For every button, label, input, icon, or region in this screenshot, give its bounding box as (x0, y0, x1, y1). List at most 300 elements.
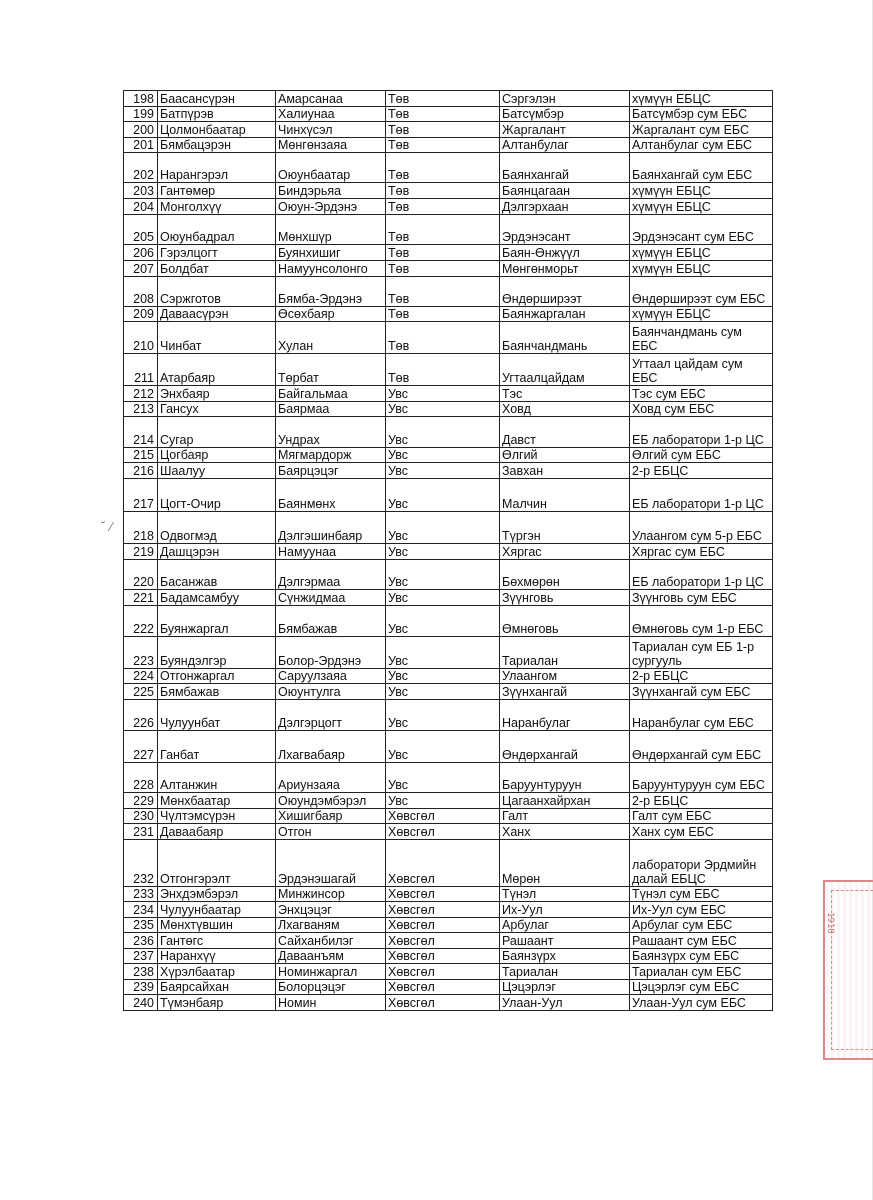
aimag-cell: Хөвсгөл (386, 949, 500, 964)
sum-cell: Ховд (500, 402, 630, 417)
student-name-cell: Цогбаяр (158, 448, 276, 463)
sum-cell: Бөхмөрөн (500, 560, 630, 590)
student-name-cell: Сэржготов (158, 277, 276, 307)
aimag-cell: Увс (386, 417, 500, 448)
row-number-cell: 201 (124, 138, 158, 153)
aimag-cell: Увс (386, 560, 500, 590)
student-name-cell: Хүрэлбаатар (158, 964, 276, 980)
sum-cell: Батсүмбэр (500, 107, 630, 122)
row-number-cell: 238 (124, 964, 158, 980)
aimag-cell: Увс (386, 512, 500, 544)
row-number-cell: 208 (124, 277, 158, 307)
row-number-cell: 198 (124, 91, 158, 107)
sum-cell: Хяргас (500, 544, 630, 560)
school-cell: хүмүүн ЕБЦС (630, 199, 773, 215)
school-cell: хүмүүн ЕБЦС (630, 245, 773, 261)
row-number-cell: 214 (124, 417, 158, 448)
aimag-cell: Увс (386, 731, 500, 763)
row-number-cell: 237 (124, 949, 158, 964)
student-name-cell: Отгонгэрэлт (158, 840, 276, 887)
aimag-cell: Хөвсгөл (386, 995, 500, 1011)
row-number-cell: 227 (124, 731, 158, 763)
father-name-cell: Даваанъям (276, 949, 386, 964)
aimag-cell: Увс (386, 463, 500, 479)
father-name-cell: Өсөхбаяр (276, 307, 386, 322)
school-cell: Наранбулаг сум ЕБС (630, 700, 773, 731)
table-row (124, 840, 773, 887)
student-name-cell: Мөнхбаатар (158, 793, 276, 809)
student-name-cell: Бямбажав (158, 684, 276, 700)
school-cell: Тариалан сум ЕБ 1-р сургууль (630, 637, 773, 669)
school-cell: 2-р ЕБЦС (630, 793, 773, 809)
table-row (124, 402, 773, 417)
table-row (124, 918, 773, 933)
aimag-cell: Хөвсгөл (386, 918, 500, 933)
father-name-cell: Номин (276, 995, 386, 1011)
school-cell: лаборатори Эрдмийн далай ЕБЦС (630, 840, 773, 887)
pen-mark: ˘ ⁄ (100, 520, 112, 534)
student-name-cell: Баярсайхан (158, 980, 276, 995)
aimag-cell: Хөвсгөл (386, 809, 500, 824)
row-number-cell: 205 (124, 215, 158, 245)
sum-cell: Тэс (500, 386, 630, 402)
student-name-cell: Монголхүү (158, 199, 276, 215)
sum-cell: Өндөрхангай (500, 731, 630, 763)
sum-cell: Цагаанхайрхан (500, 793, 630, 809)
father-name-cell: Оюун-Эрдэнэ (276, 199, 386, 215)
aimag-cell: Увс (386, 669, 500, 684)
school-cell: Тэс сум ЕБС (630, 386, 773, 402)
father-name-cell: Чинхүсэл (276, 122, 386, 138)
row-number-cell: 219 (124, 544, 158, 560)
father-name-cell: Эрдэнэшагай (276, 840, 386, 887)
father-name-cell: Бямбажав (276, 606, 386, 637)
father-name-cell: Оюунтулга (276, 684, 386, 700)
father-name-cell: Хулан (276, 322, 386, 354)
student-name-cell: Энхбаяр (158, 386, 276, 402)
aimag-cell: Увс (386, 590, 500, 606)
table-row (124, 307, 773, 322)
row-number-cell: 221 (124, 590, 158, 606)
school-cell: Галт сум ЕБС (630, 809, 773, 824)
row-number-cell: 207 (124, 261, 158, 277)
table-row (124, 544, 773, 560)
sum-cell: Мөнгөнморьт (500, 261, 630, 277)
row-number-cell: 236 (124, 933, 158, 949)
row-number-cell: 220 (124, 560, 158, 590)
table-row (124, 590, 773, 606)
student-name-cell: Түмэнбаяр (158, 995, 276, 1011)
aimag-cell: Хөвсгөл (386, 980, 500, 995)
student-name-cell: Оюунбадрал (158, 215, 276, 245)
row-number-cell: 200 (124, 122, 158, 138)
school-cell: Эрдэнэсант сум ЕБС (630, 215, 773, 245)
student-name-cell: Наранхүү (158, 949, 276, 964)
father-name-cell: Мөнхшүр (276, 215, 386, 245)
school-cell: Алтанбулаг сум ЕБС (630, 138, 773, 153)
student-name-cell: Цогт-Очир (158, 479, 276, 512)
sum-cell: Өндөрширээт (500, 277, 630, 307)
school-cell: 2-р ЕБЦС (630, 463, 773, 479)
school-cell: ЕБ лаборатори 1-р ЦС (630, 560, 773, 590)
table-row (124, 887, 773, 902)
father-name-cell: Намуунаа (276, 544, 386, 560)
school-cell: Жаргалант сум ЕБС (630, 122, 773, 138)
father-name-cell: Сайханбилэг (276, 933, 386, 949)
school-cell: Ханх сум ЕБС (630, 824, 773, 840)
father-name-cell: Дэлгэрцогт (276, 700, 386, 731)
student-name-cell: Цолмонбаатар (158, 122, 276, 138)
table-row (124, 261, 773, 277)
sum-cell: Галт (500, 809, 630, 824)
school-cell: хүмүүн ЕБЦС (630, 307, 773, 322)
student-name-cell: Одвогмэд (158, 512, 276, 544)
aimag-cell: Төв (386, 215, 500, 245)
row-number-cell: 231 (124, 824, 158, 840)
sum-cell: Зүүнговь (500, 590, 630, 606)
sum-cell: Баянжаргалан (500, 307, 630, 322)
sum-cell: Улаангом (500, 669, 630, 684)
sum-cell: Ханх (500, 824, 630, 840)
sum-cell: Жаргалант (500, 122, 630, 138)
school-cell: Улаан-Уул сум ЕБС (630, 995, 773, 1011)
school-cell: хүмүүн ЕБЦС (630, 91, 773, 107)
table-row (124, 669, 773, 684)
father-name-cell: Ундрах (276, 417, 386, 448)
student-roster-table (123, 90, 773, 1011)
sum-cell: Малчин (500, 479, 630, 512)
sum-cell: Баруунтуруун (500, 763, 630, 793)
table-row (124, 479, 773, 512)
student-name-cell: Дашцэрэн (158, 544, 276, 560)
sum-cell: Зүүнхангай (500, 684, 630, 700)
sum-cell: Түргэн (500, 512, 630, 544)
row-number-cell: 234 (124, 902, 158, 918)
aimag-cell: Төв (386, 245, 500, 261)
aimag-cell: Төв (386, 277, 500, 307)
student-name-cell: Гэрэлцогт (158, 245, 276, 261)
table-row (124, 354, 773, 386)
table-row (124, 448, 773, 463)
student-name-cell: Шаалуу (158, 463, 276, 479)
student-name-cell: Гантөгс (158, 933, 276, 949)
school-cell: Түнэл сум ЕБС (630, 887, 773, 902)
aimag-cell: Увс (386, 700, 500, 731)
aimag-cell: Төв (386, 261, 500, 277)
father-name-cell: Амарсанаа (276, 91, 386, 107)
sum-cell: Баянзүрх (500, 949, 630, 964)
father-name-cell: Болор-Эрдэнэ (276, 637, 386, 669)
row-number-cell: 223 (124, 637, 158, 669)
row-number-cell: 233 (124, 887, 158, 902)
row-number-cell: 204 (124, 199, 158, 215)
row-number-cell: 216 (124, 463, 158, 479)
table-row (124, 245, 773, 261)
sum-cell: Баянхангай (500, 153, 630, 183)
student-name-cell: Чүлтэмсүрэн (158, 809, 276, 824)
aimag-cell: Төв (386, 307, 500, 322)
student-name-cell: Гансух (158, 402, 276, 417)
table-row (124, 183, 773, 199)
school-cell: Өндөрхангай сум ЕБС (630, 731, 773, 763)
sum-cell: Давст (500, 417, 630, 448)
father-name-cell: Халиунаа (276, 107, 386, 122)
table-row (124, 417, 773, 448)
aimag-cell: Увс (386, 763, 500, 793)
father-name-cell: Минжинсор (276, 887, 386, 902)
aimag-cell: Хөвсгөл (386, 964, 500, 980)
student-name-cell: Отгонжаргал (158, 669, 276, 684)
row-number-cell: 240 (124, 995, 158, 1011)
student-name-cell: Басанжав (158, 560, 276, 590)
student-name-cell: Чулуунбаатар (158, 902, 276, 918)
aimag-cell: Төв (386, 183, 500, 199)
school-cell: Өлгий сум ЕБС (630, 448, 773, 463)
table-row (124, 700, 773, 731)
school-cell: хүмүүн ЕБЦС (630, 261, 773, 277)
student-name-cell: Чинбат (158, 322, 276, 354)
table-row (124, 463, 773, 479)
sum-cell: Рашаант (500, 933, 630, 949)
student-name-cell: Чулуунбат (158, 700, 276, 731)
table-row (124, 560, 773, 590)
student-name-cell: Нарангэрэл (158, 153, 276, 183)
father-name-cell: Энхцэцэг (276, 902, 386, 918)
father-name-cell: Байгальмаа (276, 386, 386, 402)
row-number-cell: 239 (124, 980, 158, 995)
student-name-cell: Атарбаяр (158, 354, 276, 386)
row-number-cell: 226 (124, 700, 158, 731)
row-number-cell: 225 (124, 684, 158, 700)
row-number-cell: 224 (124, 669, 158, 684)
sum-cell: Завхан (500, 463, 630, 479)
school-cell: ЕБ лаборатори 1-р ЦС (630, 417, 773, 448)
table-row (124, 91, 773, 107)
aimag-cell: Увс (386, 402, 500, 417)
table-row (124, 793, 773, 809)
student-name-cell: Мөнхтүвшин (158, 918, 276, 933)
sum-cell: Сэргэлэн (500, 91, 630, 107)
sum-cell: Эрдэнэсант (500, 215, 630, 245)
school-cell: Рашаант сум ЕБС (630, 933, 773, 949)
student-name-cell: Болдбат (158, 261, 276, 277)
aimag-cell: Хөвсгөл (386, 824, 500, 840)
sum-cell: Тариалан (500, 637, 630, 669)
sum-cell: Наранбулаг (500, 700, 630, 731)
aimag-cell: Хөвсгөл (386, 902, 500, 918)
table-row (124, 512, 773, 544)
table-row (124, 933, 773, 949)
father-name-cell: Лхагваням (276, 918, 386, 933)
father-name-cell: Намуунсолонго (276, 261, 386, 277)
sum-cell: Алтанбулаг (500, 138, 630, 153)
school-cell: ЕБ лаборатори 1-р ЦС (630, 479, 773, 512)
aimag-cell: Төв (386, 91, 500, 107)
row-number-cell: 232 (124, 840, 158, 887)
school-cell: Баянзүрх сум ЕБС (630, 949, 773, 964)
table-row (124, 386, 773, 402)
father-name-cell: Баярмаа (276, 402, 386, 417)
row-number-cell: 222 (124, 606, 158, 637)
student-name-cell: Буянжаргал (158, 606, 276, 637)
school-cell: Угтаал цайдам сум ЕБС (630, 354, 773, 386)
father-name-cell: Сүнжидмаа (276, 590, 386, 606)
table-row (124, 277, 773, 307)
father-name-cell: Дэлгэрмаа (276, 560, 386, 590)
father-name-cell: Отгон (276, 824, 386, 840)
table-row (124, 949, 773, 964)
aimag-cell: Төв (386, 138, 500, 153)
sum-cell: Угтаалцайдам (500, 354, 630, 386)
school-cell: Цэцэрлэг сум ЕБС (630, 980, 773, 995)
aimag-cell: Хөвсгөл (386, 933, 500, 949)
row-number-cell: 213 (124, 402, 158, 417)
aimag-cell: Увс (386, 386, 500, 402)
row-number-cell: 229 (124, 793, 158, 809)
table-row (124, 980, 773, 995)
row-number-cell: 209 (124, 307, 158, 322)
table-row (124, 763, 773, 793)
row-number-cell: 202 (124, 153, 158, 183)
father-name-cell: Бямба-Эрдэнэ (276, 277, 386, 307)
aimag-cell: Төв (386, 107, 500, 122)
school-cell: хүмүүн ЕБЦС (630, 183, 773, 199)
father-name-cell: Буянхишиг (276, 245, 386, 261)
table-row (124, 684, 773, 700)
table-row (124, 107, 773, 122)
school-cell: Их-Уул сум ЕБС (630, 902, 773, 918)
aimag-cell: Увс (386, 684, 500, 700)
father-name-cell: Оюундэмбэрэл (276, 793, 386, 809)
aimag-cell: Төв (386, 122, 500, 138)
row-number-cell: 215 (124, 448, 158, 463)
sum-cell: Их-Уул (500, 902, 630, 918)
student-name-cell: Батпүрэв (158, 107, 276, 122)
student-name-cell: Даваасүрэн (158, 307, 276, 322)
student-name-cell: Баасансүрэн (158, 91, 276, 107)
father-name-cell: Мөнгөнзаяа (276, 138, 386, 153)
school-cell: Арбулаг сум ЕБС (630, 918, 773, 933)
row-number-cell: 199 (124, 107, 158, 122)
aimag-cell: Увс (386, 479, 500, 512)
sum-cell: Өлгий (500, 448, 630, 463)
father-name-cell: Баярцэцэг (276, 463, 386, 479)
table-row (124, 809, 773, 824)
school-cell: Өмнөговь сум 1-р ЕБС (630, 606, 773, 637)
sum-cell: Тариалан (500, 964, 630, 980)
aimag-cell: Увс (386, 793, 500, 809)
father-name-cell: Ариунзаяа (276, 763, 386, 793)
student-name-cell: Сугар (158, 417, 276, 448)
table-row (124, 322, 773, 354)
father-name-cell: Баянмөнх (276, 479, 386, 512)
aimag-cell: Төв (386, 153, 500, 183)
table-row (124, 606, 773, 637)
sum-cell: Дэлгэрхаан (500, 199, 630, 215)
sum-cell: Цэцэрлэг (500, 980, 630, 995)
official-stamp (823, 880, 873, 1060)
student-name-cell: Алтанжин (158, 763, 276, 793)
school-cell: Зүүнговь сум ЕБС (630, 590, 773, 606)
student-name-cell: Бямбацэрэн (158, 138, 276, 153)
school-cell: Ховд сум ЕБС (630, 402, 773, 417)
row-number-cell: 217 (124, 479, 158, 512)
table-row (124, 138, 773, 153)
row-number-cell: 212 (124, 386, 158, 402)
row-number-cell: 206 (124, 245, 158, 261)
row-number-cell: 228 (124, 763, 158, 793)
school-cell: Тариалан сум ЕБС (630, 964, 773, 980)
student-name-cell: Буяндэлгэр (158, 637, 276, 669)
student-name-cell: Гантөмөр (158, 183, 276, 199)
table-row (124, 824, 773, 840)
aimag-cell: Хөвсгөл (386, 887, 500, 902)
school-cell: Баянхангай сум ЕБС (630, 153, 773, 183)
father-name-cell: Лхагвабаяр (276, 731, 386, 763)
aimag-cell: Хөвсгөл (386, 840, 500, 887)
sum-cell: Баянчандмань (500, 322, 630, 354)
aimag-cell: Төв (386, 354, 500, 386)
student-name-cell: Бадамсамбуу (158, 590, 276, 606)
aimag-cell: Төв (386, 199, 500, 215)
row-number-cell: 211 (124, 354, 158, 386)
sum-cell: Мөрөн (500, 840, 630, 887)
aimag-cell: Увс (386, 606, 500, 637)
table-row (124, 964, 773, 980)
school-cell: Батсүмбэр сум ЕБС (630, 107, 773, 122)
father-name-cell: Төрбат (276, 354, 386, 386)
sum-cell: Өмнөговь (500, 606, 630, 637)
stamp-border (831, 890, 873, 1050)
row-number-cell: 235 (124, 918, 158, 933)
father-name-cell: Биндэрьяа (276, 183, 386, 199)
sum-cell: Түнэл (500, 887, 630, 902)
row-number-cell: 203 (124, 183, 158, 199)
father-name-cell: Дэлгэшинбаяр (276, 512, 386, 544)
aimag-cell: Увс (386, 637, 500, 669)
sum-cell: Баянцагаан (500, 183, 630, 199)
school-cell: Баянчандмань сум ЕБС (630, 322, 773, 354)
table-row (124, 902, 773, 918)
aimag-cell: Увс (386, 448, 500, 463)
row-number-cell: 230 (124, 809, 158, 824)
stamp-number: 1918 (825, 912, 835, 934)
table-row (124, 215, 773, 245)
sum-cell: Баян-Өнжүүл (500, 245, 630, 261)
table-row (124, 199, 773, 215)
student-name-cell: Ганбат (158, 731, 276, 763)
roster-body (124, 91, 773, 1011)
table-row (124, 122, 773, 138)
school-cell: Баруунтуруун сум ЕБС (630, 763, 773, 793)
school-cell: Улаангом сум 5-р ЕБС (630, 512, 773, 544)
aimag-cell: Увс (386, 544, 500, 560)
school-cell: Өндөрширээт сум ЕБС (630, 277, 773, 307)
table-row (124, 731, 773, 763)
aimag-cell: Төв (386, 322, 500, 354)
table-row (124, 995, 773, 1011)
table-row (124, 637, 773, 669)
father-name-cell: Болорцэцэг (276, 980, 386, 995)
student-name-cell: Даваабаяр (158, 824, 276, 840)
father-name-cell: Оюунбаатар (276, 153, 386, 183)
school-cell: Зүүнхангай сум ЕБС (630, 684, 773, 700)
row-number-cell: 210 (124, 322, 158, 354)
sum-cell: Улаан-Уул (500, 995, 630, 1011)
sum-cell: Арбулаг (500, 918, 630, 933)
table-row (124, 153, 773, 183)
school-cell: 2-р ЕБЦС (630, 669, 773, 684)
